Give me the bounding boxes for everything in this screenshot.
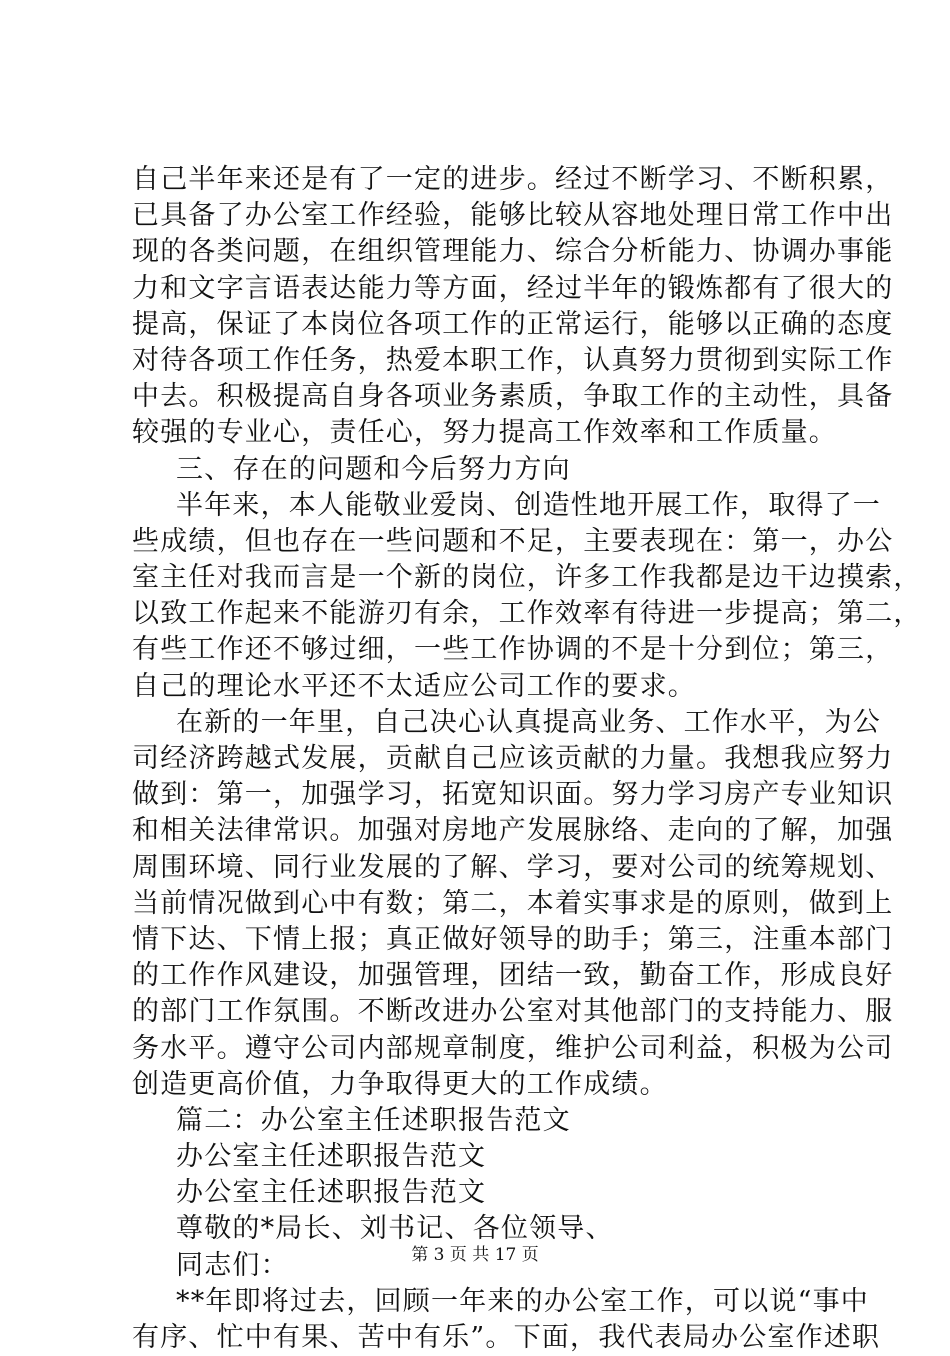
text-line: 同志们： xyxy=(176,1249,289,1281)
document-body xyxy=(132,162,922,1356)
text-line: 有些工作还不够过细，一些工作协调的不是十分到位；第三， xyxy=(132,634,894,666)
text-line: **年即将过去，回顾一年来的办公室工作，可以说“事中 xyxy=(176,1285,870,1317)
text-line: 的部门工作氛围。不断改进办公室对其他部门的支持能力、服 xyxy=(132,996,894,1028)
text-line: 自己半年来还是有了一定的进步。经过不断学习、不断积累， xyxy=(132,164,894,195)
text-line: 已具备了办公室工作经验，能够比较从容地处理日常工作中出 xyxy=(132,200,894,232)
text-line: 较强的专业心，责任心，努力提高工作效率和工作质量。 xyxy=(132,417,837,449)
text-line: 些成绩，但也存在一些问题和不足，主要表现在：第一，办公 xyxy=(132,525,894,557)
text-line: 自己的理论水平还不太适应公司工作的要求。 xyxy=(132,670,696,702)
text-line: 办公室主任述职报告范文 xyxy=(176,1177,487,1209)
text-line: 以致工作起来不能游刃有余，工作效率有待进一步提高；第二， xyxy=(132,598,922,630)
text-line: 三、存在的问题和今后努力方向 xyxy=(176,453,571,485)
text-line: 做到：第一，加强学习，拓宽知识面。努力学习房产专业知识 xyxy=(132,779,894,811)
text-line: 创造更高价值，力争取得更大的工作成绩。 xyxy=(132,1068,668,1100)
text-line: 的工作作风建设，加强管理，团结一致，勤奋工作，形成良好 xyxy=(132,960,894,992)
page-number: 第 3 页 共 17 页 xyxy=(411,1245,539,1265)
text-line: 办公室主任述职报告范文 xyxy=(176,1141,487,1173)
text-line: 提高，保证了本岗位各项工作的正常运行，能够以正确的态度 xyxy=(132,308,894,340)
text-line: 篇二：办公室主任述职报告范文 xyxy=(176,1104,571,1136)
text-line: 务水平。遵守公司内部规章制度，维护公司利益，积极为公司 xyxy=(132,1032,894,1064)
text-line: 半年来，本人能敬业爱岗、创造性地开展工作，取得了一 xyxy=(176,489,881,521)
text-line: 在新的一年里，自己决心认真提高业务、工作水平，为公 xyxy=(176,706,881,738)
text-line: 室主任对我而言是一个新的岗位，许多工作我都是边干边摸索， xyxy=(132,562,922,594)
text-line: 对待各项工作任务，热爱本职工作，认真努力贯彻到实际工作 xyxy=(132,344,894,376)
text-line: 情下达、下情上报；真正做好领导的助手；第三，注重本部门 xyxy=(132,923,894,955)
text-line: 和相关法律常识。加强对房地产发展脉络、走向的了解，加强 xyxy=(132,815,894,847)
text-line: 尊敬的*局长、刘书记、各位领导、 xyxy=(176,1213,614,1245)
text-line: 力和文字言语表达能力等方面，经过半年的锻炼都有了很大的 xyxy=(132,272,894,304)
text-line: 当前情况做到心中有数；第二，本着实事求是的原则，做到上 xyxy=(132,887,894,919)
text-line: 中去。积极提高自身各项业务素质，争取工作的主动性，具备 xyxy=(132,381,894,413)
text-line: 司经济跨越式发展，贡献自己应该贡献的力量。我想我应努力 xyxy=(132,743,894,774)
text-line: 周围环境、同行业发展的了解、学习，要对公司的统筹规划、 xyxy=(132,851,894,883)
text-line: 有序、忙中有果、苦中有乐”。下面，我代表局办公室作述职 xyxy=(132,1322,881,1353)
text-line: 现的各类问题，在组织管理能力、综合分析能力、协调办事能 xyxy=(132,236,894,268)
